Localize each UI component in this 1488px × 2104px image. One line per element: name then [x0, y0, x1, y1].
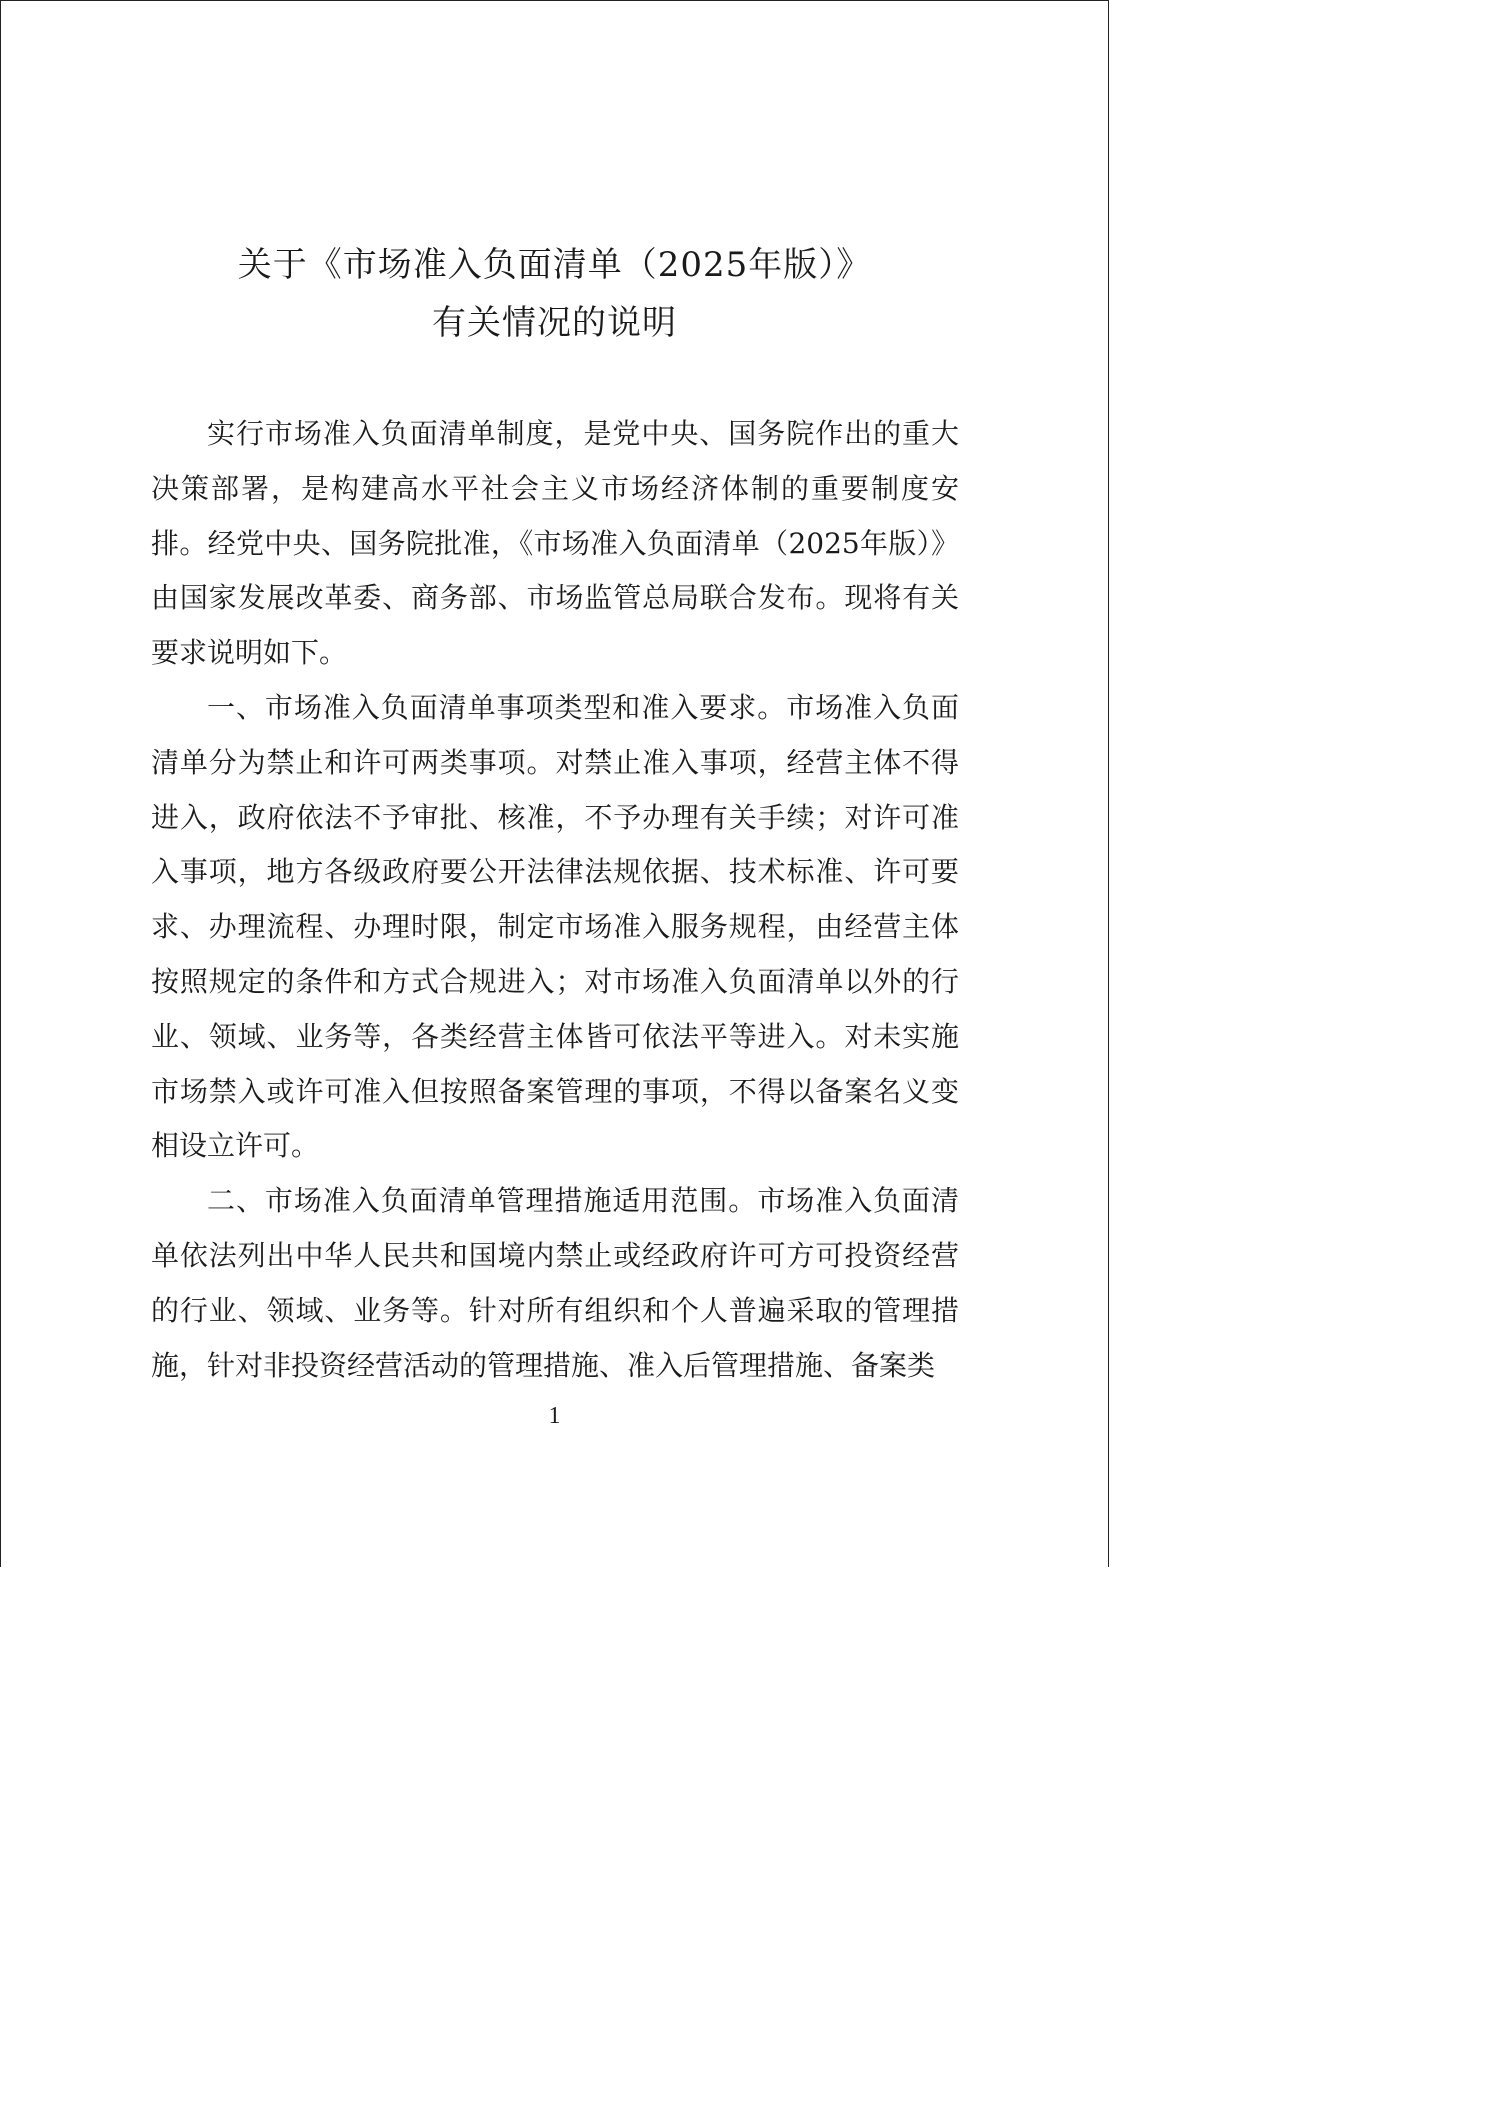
page-number: 1: [548, 1403, 561, 1429]
paragraph-intro: 实行市场准入负面清单制度，是党中央、国务院作出的重大决策部署，是构建高水平社会主义市场经济体制的重要制度安排。经党中央、国务院批准，《市场准入负面清单（2025年版）》由国家发展改革委、商务部、市场监管总局联合发布。现将有关要求说明如下。: [151, 417, 959, 670]
paragraph-section-1: 一、市场准入负面清单事项类型和准入要求。市场准入负面清单分为禁止和许可两类事项。对禁止准入事项，经营主体不得进入，政府依法不予审批、核准，不予办理有关手续；对许可准入事项，地方各级政府要公开法律法规依据、技术标准、许可要求、办理流程、办理时限，制定市场准入服务规程，由经营主体按照规定的条件和方式合规进入；对市场准入负面清单以外的行业、领域、业务等，各类经营主体皆可依法平等进入。对未实施市场禁入或许可准入但按照备案管理的事项，不得以备案名义变相设立许可。: [151, 690, 959, 1163]
document-title: [0, 236, 1109, 352]
paragraph-section-2: 二、市场准入负面清单管理措施适用范围。市场准入负面清单依法列出中华人民共和国境内禁止或经政府许可方可投资经营的行业、领域、业务等。针对所有组织和个人普遍采取的管理措施，针对非投资经营活动的管理措施、准入后管理措施、备案类: [151, 1184, 959, 1382]
title-line-1: 关于《市场准入负面清单（2025年版）》: [237, 245, 872, 285]
title-line-2: 有关情况的说明: [432, 303, 677, 343]
document-body: [151, 407, 959, 1393]
